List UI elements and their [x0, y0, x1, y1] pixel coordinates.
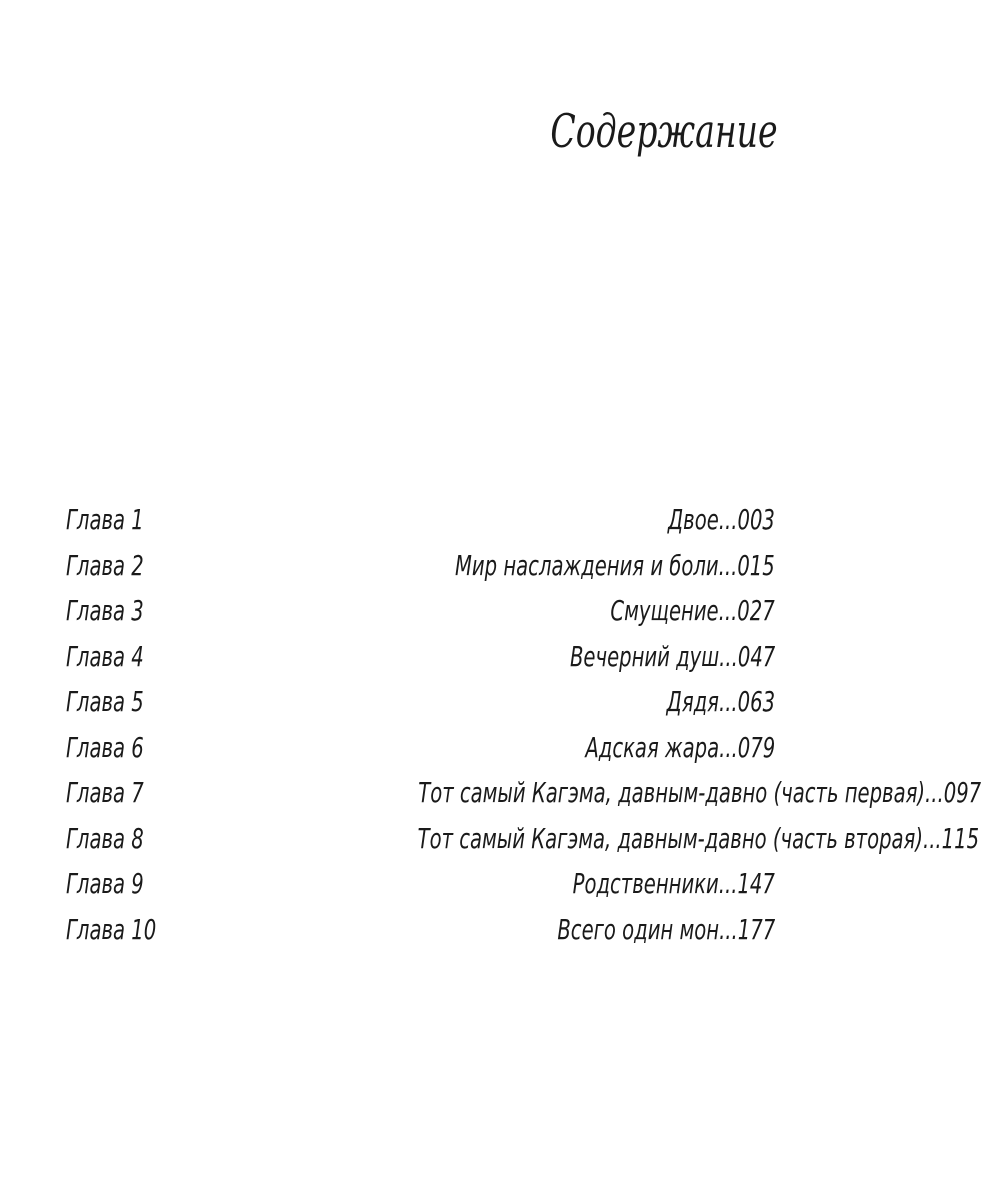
toc-row: [66, 679, 775, 725]
chapter-label: Глава 3: [66, 594, 144, 627]
chapter-title-page: Мир наслаждения и боли...015: [455, 548, 775, 582]
chapter-label: Глава 4: [66, 639, 144, 673]
chapter-label: Глава 8: [66, 821, 144, 855]
chapter-title-page: Адская жара...079: [585, 730, 775, 764]
toc-row: [66, 543, 775, 589]
page-title: Содержание: [550, 104, 778, 158]
toc-row: [66, 770, 981, 816]
chapter-title-page: Родственники...147: [572, 867, 775, 900]
chapter-title-page: Дядя...063: [666, 685, 775, 718]
chapter-label: Глава 1: [66, 503, 144, 536]
table-of-contents: [66, 497, 981, 952]
toc-row: [66, 816, 980, 862]
chapter-label: Глава 7: [66, 776, 144, 809]
toc-row: [66, 634, 775, 680]
toc-row: [66, 725, 775, 771]
toc-row: [66, 588, 775, 634]
chapter-title-page: Вечерний душ...047: [569, 639, 775, 673]
toc-row: [66, 861, 775, 907]
toc-row: [66, 497, 775, 543]
chapter-label: Глава 9: [66, 867, 144, 900]
toc-row: [66, 907, 775, 953]
chapter-title-page: Двое...003: [667, 503, 775, 536]
chapter-label: Глава 2: [66, 548, 144, 582]
chapter-label: Глава 10: [66, 912, 157, 946]
chapter-label: Глава 5: [66, 685, 144, 718]
chapter-title-page: Тот самый Кагэма, давным-давно (часть первая)...097: [418, 776, 981, 809]
chapter-title-page: Тот самый Кагэма, давным-давно (часть вторая)...115: [417, 821, 980, 855]
chapter-title-page: Смущение...027: [610, 594, 775, 627]
chapter-title-page: Всего один мон...177: [557, 912, 775, 946]
chapter-label: Глава 6: [66, 730, 144, 764]
